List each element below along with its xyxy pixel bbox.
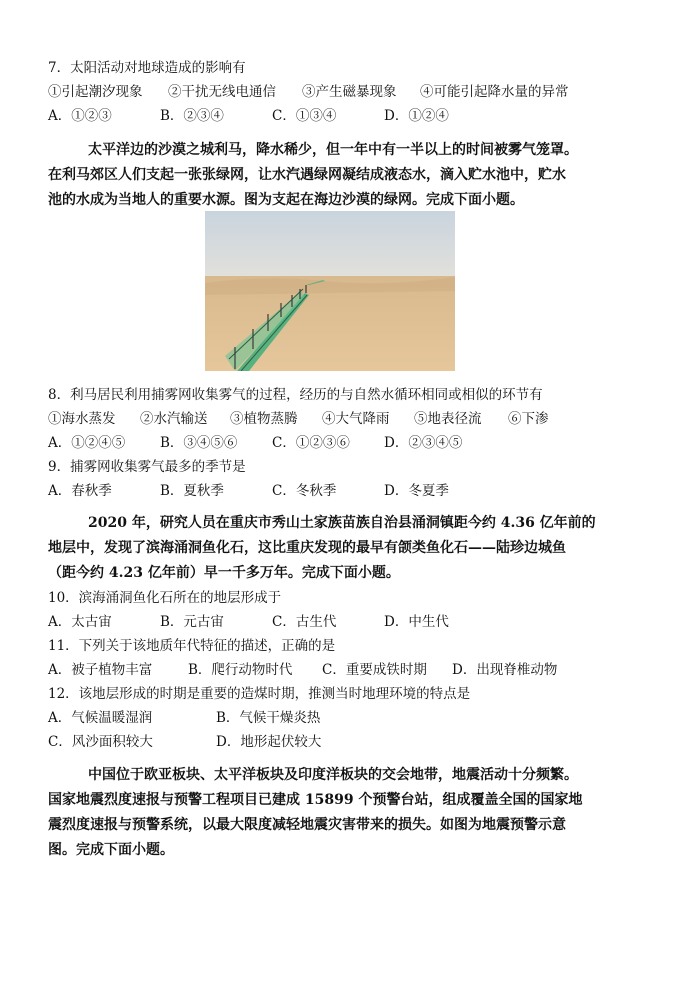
q12-option-b: B．气候干燥炎热 <box>216 710 321 726</box>
q8-item-1: ①海水蒸发 <box>48 411 116 427</box>
passage-lima-line-2: 在利马郊区人们支起一张张绿网，让水汽遇绿网凝结成液态水，滴入贮水池中，贮水 <box>48 167 566 183</box>
q8-option-b: B．③④⑤⑥ <box>160 435 238 451</box>
passage-lima-line-3: 池的水成为当地人的重要水源。图为支起在海边沙漠的绿网。完成下面小题。 <box>48 192 524 208</box>
q11-option-b: B．爬行动物时代 <box>188 662 293 678</box>
q8-option-a: A．①②④⑤ <box>48 435 126 451</box>
q10-option-a: A．太古宙 <box>48 614 112 630</box>
q9-option-c: C．冬秋季 <box>272 483 337 499</box>
q9-option-a: A．春秋季 <box>48 483 112 499</box>
passage-fossil-line-2: 地层中，发现了滨海涌洞鱼化石，这比重庆发现的最早有颌类鱼化石——陆珍边城鱼 <box>48 540 566 556</box>
q7-item-3: ③产生磁暴现象 <box>302 84 397 100</box>
q12-option-d: D．地形起伏较大 <box>216 734 322 750</box>
passage-lima <box>48 138 656 213</box>
q8-stem: 8．利马居民利用捕雾网收集雾气的过程，经历的与自然水循环相同或相似的环节有 <box>48 387 543 403</box>
q12-option-c: C．风沙面积较大 <box>48 734 153 750</box>
passage-lima-line-1: 太平洋边的沙漠之城利马，降水稀少，但一年中有一半以上的时间被雾气笼罩。 <box>88 142 578 158</box>
q7-stem: 7．太阳活动对地球造成的影响有 <box>48 60 246 76</box>
fog-net-desert-photo <box>205 211 455 371</box>
passage-earthquake-line-2: 国家地震烈度速报与预警工程项目已建成 15899 个预警台站，组成覆盖全国的国家地 <box>48 792 583 808</box>
q8-option-d: D．②③④⑤ <box>384 435 463 451</box>
q8-item-3: ③植物蒸腾 <box>230 411 298 427</box>
q7-option-a: A．①②③ <box>48 108 112 124</box>
passage-fossil-line-3: （距今约 4.23 亿年前）早一千多万年。完成下面小题。 <box>48 565 400 581</box>
passage-earthquake <box>48 763 656 863</box>
q9-stem: 9．捕雾网收集雾气最多的季节是 <box>48 459 246 475</box>
passage-earthquake-line-1: 中国位于欧亚板块、太平洋板块及印度洋板块的交会地带，地震活动十分频繁。 <box>88 767 578 783</box>
q12-stem: 12．该地层形成的时期是重要的造煤时期，推测当时地理环境的特点是 <box>48 686 471 702</box>
q9-option-d: D．冬夏季 <box>384 483 449 499</box>
q10-option-b: B．元古宙 <box>160 614 224 630</box>
q8-item-4: ④大气降雨 <box>322 411 390 427</box>
q9-option-b: B．夏秋季 <box>160 483 224 499</box>
passage-earthquake-line-4: 图。完成下面小题。 <box>48 842 174 858</box>
q8-option-c: C．①②③⑥ <box>272 435 350 451</box>
q7-item-1: ①引起潮汐现象 <box>48 84 143 100</box>
passage-fossil <box>48 511 656 586</box>
passage-fossil-line-1: 2020 年，研究人员在重庆市秀山土家族苗族自治县涌洞镇距今约 4.36 亿年前的 <box>88 515 596 531</box>
q7-item-4: ④可能引起降水量的异常 <box>420 84 569 100</box>
q8-item-6: ⑥下渗 <box>508 411 549 427</box>
q11-option-c: C．重要成铁时期 <box>322 662 427 678</box>
passage-earthquake-line-3: 震烈度速报与预警系统，以最大限度减轻地震灾害带来的损失。如图为地震预警示意 <box>48 817 566 833</box>
q7-option-c: C．①③④ <box>272 108 337 124</box>
q11-stem: 11．下列关于该地质年代特征的描述，正确的是 <box>48 638 336 654</box>
q10-option-c: C．古生代 <box>272 614 337 630</box>
q8-item-2: ②水汽输送 <box>140 411 208 427</box>
q10-option-d: D．中生代 <box>384 614 449 630</box>
q11-option-a: A．被子植物丰富 <box>48 662 153 678</box>
q12-option-a: A．气候温暖湿润 <box>48 710 153 726</box>
q10-stem: 10．滨海涌洞鱼化石所在的地层形成于 <box>48 590 282 606</box>
q7-item-2: ②干扰无线电通信 <box>168 84 276 100</box>
q7-option-d: D．①②④ <box>384 108 449 124</box>
q8-item-5: ⑤地表径流 <box>414 411 482 427</box>
q11-option-d: D．出现脊椎动物 <box>452 662 558 678</box>
q7-option-b: B．②③④ <box>160 108 224 124</box>
